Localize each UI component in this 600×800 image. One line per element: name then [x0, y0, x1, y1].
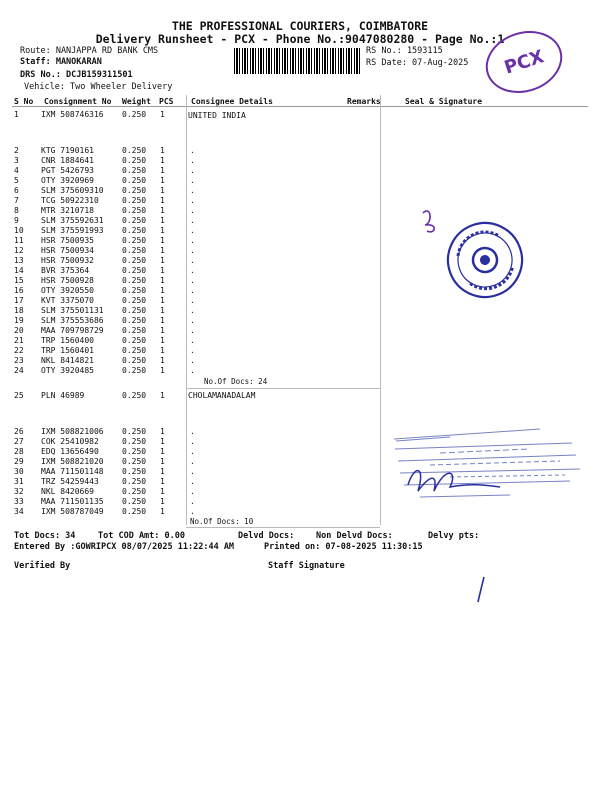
- row-consignment-no: TRP 1560400: [41, 336, 94, 345]
- row-weight: 0.250: [122, 391, 147, 400]
- row-consignment-no: KTG 7190161: [41, 146, 94, 155]
- row-sno: 30: [14, 467, 24, 476]
- row-pcs: 1: [160, 186, 165, 195]
- row-pcs: 1: [160, 507, 165, 516]
- row-sno: 3: [14, 156, 19, 165]
- col-sno: S No: [14, 97, 34, 106]
- route: Route: NANJAPPA RD BANK CMS: [20, 46, 159, 56]
- group-rule: [186, 527, 380, 528]
- row-consignment-no: KVT 3375070: [41, 296, 94, 305]
- row-consignee: .: [190, 246, 195, 255]
- rs-number: RS No.: 1593115: [366, 46, 443, 56]
- row-sno: 22: [14, 346, 24, 355]
- row-pcs: 1: [160, 216, 165, 225]
- row-consignee: .: [190, 276, 195, 285]
- row-pcs: 1: [160, 296, 165, 305]
- row-weight: 0.250: [122, 226, 147, 235]
- row-pcs: 1: [160, 266, 165, 275]
- row-consignee: .: [190, 447, 195, 456]
- row-pcs: 1: [160, 487, 165, 496]
- row-sno: 28: [14, 447, 24, 456]
- row-sno: 21: [14, 336, 24, 345]
- barcode: [234, 48, 362, 74]
- row-weight: 0.250: [122, 457, 147, 466]
- row-weight: 0.250: [122, 366, 147, 375]
- row-consignment-no: IXM 508821020: [41, 457, 104, 466]
- row-pcs: 1: [160, 146, 165, 155]
- row-pcs: 1: [160, 166, 165, 175]
- row-sno: 24: [14, 366, 24, 375]
- row-consignee: .: [190, 457, 195, 466]
- row-consignment-no: IXM 508746316: [41, 110, 104, 119]
- row-weight: 0.250: [122, 186, 147, 195]
- row-weight: 0.250: [122, 437, 147, 446]
- row-consignee: .: [190, 166, 195, 175]
- row-weight: 0.250: [122, 427, 147, 436]
- row-sno: 29: [14, 457, 24, 466]
- rs-date: RS Date: 07-Aug-2025: [366, 58, 469, 68]
- row-consignee: .: [190, 296, 195, 305]
- row-pcs: 1: [160, 326, 165, 335]
- total-cod: Tot COD Amt: 0.00: [98, 531, 185, 541]
- row-pcs: 1: [160, 236, 165, 245]
- row-consignee: .: [190, 306, 195, 315]
- row-consignment-no: IXM 508821006: [41, 427, 104, 436]
- row-consignment-no: HSR 7500934: [41, 246, 94, 255]
- row-pcs: 1: [160, 306, 165, 315]
- row-consignment-no: SLM 375609310: [41, 186, 104, 195]
- row-pcs: 1: [160, 477, 165, 486]
- row-consignee: .: [190, 286, 195, 295]
- row-consignment-no: HSR 7500928: [41, 276, 94, 285]
- row-pcs: 1: [160, 176, 165, 185]
- row-consignment-no: OTY 3920550: [41, 286, 94, 295]
- row-consignment-no: SLM 375553686: [41, 316, 104, 325]
- row-consignee: .: [190, 437, 195, 446]
- row-weight: 0.250: [122, 176, 147, 185]
- pen-mark: [470, 575, 490, 605]
- row-sno: 8: [14, 206, 19, 215]
- row-consignment-no: MTR 3210718: [41, 206, 94, 215]
- row-sno: 27: [14, 437, 24, 446]
- row-sno: 31: [14, 477, 24, 486]
- row-pcs: 1: [160, 226, 165, 235]
- row-consignment-no: COK 25410982: [41, 437, 99, 446]
- row-pcs: 1: [160, 336, 165, 345]
- row-consignee: .: [190, 216, 195, 225]
- row-consignee: .: [190, 316, 195, 325]
- verified-by: Verified By: [14, 561, 71, 571]
- group-rule: [186, 388, 380, 389]
- row-consignee: .: [190, 156, 195, 165]
- row-pcs: 1: [160, 497, 165, 506]
- row-weight: 0.250: [122, 447, 147, 456]
- row-consignment-no: HSR 7500935: [41, 236, 94, 245]
- drs-number: DRS No.: DCJB159311501: [20, 70, 133, 80]
- row-consignee: .: [190, 186, 195, 195]
- row-consignee: .: [190, 146, 195, 155]
- delivered-docs: Delvd Docs:: [238, 531, 295, 541]
- row-weight: 0.250: [122, 256, 147, 265]
- entered-by: Entered By :GOWRIPCX 08/07/2025 11:22:44 AM: [14, 542, 235, 552]
- row-consignee: .: [190, 507, 195, 516]
- row-consignee: .: [190, 366, 195, 375]
- row-weight: 0.250: [122, 316, 147, 325]
- row-weight: 0.250: [122, 196, 147, 205]
- company-title: THE PROFESSIONAL COURIERS, COIMBATORE: [171, 19, 429, 33]
- row-consignee: .: [190, 356, 195, 365]
- row-pcs: 1: [160, 366, 165, 375]
- row-consignment-no: OTY 3920485: [41, 366, 94, 375]
- row-weight: 0.250: [122, 166, 147, 175]
- row-consignment-no: NKL 8420669: [41, 487, 94, 496]
- row-consignment-no: MAA 709798729: [41, 326, 104, 335]
- company-stamp: [390, 425, 585, 520]
- row-sno: 26: [14, 427, 24, 436]
- row-sno: 10: [14, 226, 24, 235]
- row-pcs: 1: [160, 437, 165, 446]
- row-consignee: .: [190, 427, 195, 436]
- row-weight: 0.250: [122, 346, 147, 355]
- col-divider: [380, 95, 381, 525]
- header-rule: [12, 106, 588, 107]
- col-consignment: Consignment No: [44, 97, 112, 106]
- row-consignment-no: OTY 3920969: [41, 176, 94, 185]
- row-pcs: 1: [160, 156, 165, 165]
- row-consignment-no: NKL 8414821: [41, 356, 94, 365]
- row-consignment-no: PLN 46989: [41, 391, 85, 400]
- row-weight: 0.250: [122, 266, 147, 275]
- row-weight: 0.250: [122, 156, 147, 165]
- row-consignment-no: EDQ 13656490: [41, 447, 99, 456]
- row-weight: 0.250: [122, 477, 147, 486]
- row-consignment-no: BVR 375364: [41, 266, 90, 275]
- row-consignee: .: [190, 336, 195, 345]
- row-consignee: .: [190, 236, 195, 245]
- row-sno: 7: [14, 196, 19, 205]
- row-weight: 0.250: [122, 286, 147, 295]
- pcx-stamp: PCX: [478, 21, 571, 102]
- row-pcs: 1: [160, 256, 165, 265]
- row-pcs: 1: [160, 391, 165, 400]
- row-sno: 20: [14, 326, 24, 335]
- non-delivered-docs: Non Delvd Docs:: [316, 531, 393, 541]
- row-consignment-no: TRP 1560401: [41, 346, 94, 355]
- row-pcs: 1: [160, 467, 165, 476]
- row-sno: 34: [14, 507, 24, 516]
- row-weight: 0.250: [122, 146, 147, 155]
- row-consignment-no: IXM 508787049: [41, 507, 104, 516]
- row-consignee: .: [190, 196, 195, 205]
- printed-on: Printed on: 07-08-2025 11:30:15: [264, 542, 423, 552]
- row-consignee: .: [190, 206, 195, 215]
- row-pcs: 1: [160, 246, 165, 255]
- row-weight: 0.250: [122, 467, 147, 476]
- row-sno: 23: [14, 356, 24, 365]
- row-weight: 0.250: [122, 507, 147, 516]
- row-consignee: .: [190, 487, 195, 496]
- row-pcs: 1: [160, 206, 165, 215]
- row-pcs: 1: [160, 427, 165, 436]
- row-sno: 1: [14, 110, 19, 119]
- row-consignee: .: [190, 326, 195, 335]
- docs-count: No.Of Docs: 10: [190, 517, 254, 526]
- handwritten-mark: [423, 211, 434, 232]
- signature: [408, 471, 500, 491]
- row-sno: 5: [14, 176, 19, 185]
- row-sno: 32: [14, 487, 24, 496]
- row-sno: 12: [14, 246, 24, 255]
- row-consignee: .: [190, 266, 195, 275]
- row-weight: 0.250: [122, 356, 147, 365]
- row-consignment-no: SLM 375592631: [41, 216, 104, 225]
- row-weight: 0.250: [122, 276, 147, 285]
- row-consignee: .: [190, 467, 195, 476]
- row-pcs: 1: [160, 457, 165, 466]
- consignee-name: CHOLAMANADALAM: [188, 391, 256, 400]
- row-weight: 0.250: [122, 336, 147, 345]
- row-sno: 15: [14, 276, 24, 285]
- row-consignment-no: SLM 375501131: [41, 306, 104, 315]
- row-consignee: .: [190, 226, 195, 235]
- col-consignee: Consignee Details: [191, 97, 273, 106]
- row-consignment-no: PGT 5426793: [41, 166, 94, 175]
- round-seal: [415, 195, 525, 305]
- row-sno: 16: [14, 286, 24, 295]
- row-weight: 0.250: [122, 246, 147, 255]
- col-weight: Weight: [122, 97, 151, 106]
- row-weight: 0.250: [122, 497, 147, 506]
- row-consignee: .: [190, 256, 195, 265]
- row-weight: 0.250: [122, 487, 147, 496]
- staff-signature: Staff Signature: [268, 561, 345, 571]
- row-pcs: 1: [160, 286, 165, 295]
- row-consignment-no: SLM 375591993: [41, 226, 104, 235]
- row-sno: 18: [14, 306, 24, 315]
- row-sno: 25: [14, 391, 24, 400]
- row-weight: 0.250: [122, 326, 147, 335]
- row-sno: 11: [14, 236, 24, 245]
- row-weight: 0.250: [122, 216, 147, 225]
- row-pcs: 1: [160, 196, 165, 205]
- row-consignment-no: TCG 50922310: [41, 196, 99, 205]
- row-consignment-no: TRZ 54259443: [41, 477, 99, 486]
- col-pcs: PCS: [159, 97, 174, 106]
- staff: Staff: MANOKARAN: [20, 57, 102, 67]
- row-sno: 4: [14, 166, 19, 175]
- row-sno: 17: [14, 296, 24, 305]
- row-consignment-no: HSR 7500932: [41, 256, 94, 265]
- consignee-name: UNITED INDIA: [188, 111, 246, 120]
- row-sno: 33: [14, 497, 24, 506]
- row-weight: 0.250: [122, 306, 147, 315]
- row-pcs: 1: [160, 356, 165, 365]
- row-consignee: .: [190, 346, 195, 355]
- total-docs: Tot Docs: 34: [14, 531, 76, 541]
- row-consignment-no: MAA 711501135: [41, 497, 104, 506]
- row-sno: 9: [14, 216, 19, 225]
- row-pcs: 1: [160, 447, 165, 456]
- row-weight: 0.250: [122, 110, 147, 119]
- row-consignee: .: [190, 176, 195, 185]
- row-weight: 0.250: [122, 206, 147, 215]
- col-divider: [186, 95, 187, 525]
- vehicle: Vehicle: Two Wheeler Delivery: [24, 82, 173, 92]
- row-weight: 0.250: [122, 236, 147, 245]
- row-consignee: .: [190, 477, 195, 486]
- delivery-points: Delvy pts:: [428, 531, 480, 541]
- row-weight: 0.250: [122, 296, 147, 305]
- row-sno: 6: [14, 186, 19, 195]
- col-seal: Seal & Signature: [405, 97, 483, 106]
- row-pcs: 1: [160, 110, 165, 119]
- row-sno: 14: [14, 266, 24, 275]
- row-sno: 19: [14, 316, 24, 325]
- docs-count: No.Of Docs: 24: [204, 377, 268, 386]
- runsheet-subtitle: Delivery Runsheet - PCX - Phone No.:9047080280 - Page No.:1: [95, 32, 505, 46]
- row-pcs: 1: [160, 276, 165, 285]
- col-remarks: Remarks: [347, 97, 381, 106]
- row-sno: 13: [14, 256, 24, 265]
- row-sno: 2: [14, 146, 19, 155]
- row-consignee: .: [190, 497, 195, 506]
- row-pcs: 1: [160, 346, 165, 355]
- row-consignment-no: CNR 1884641: [41, 156, 94, 165]
- row-consignment-no: MAA 711501148: [41, 467, 104, 476]
- row-pcs: 1: [160, 316, 165, 325]
